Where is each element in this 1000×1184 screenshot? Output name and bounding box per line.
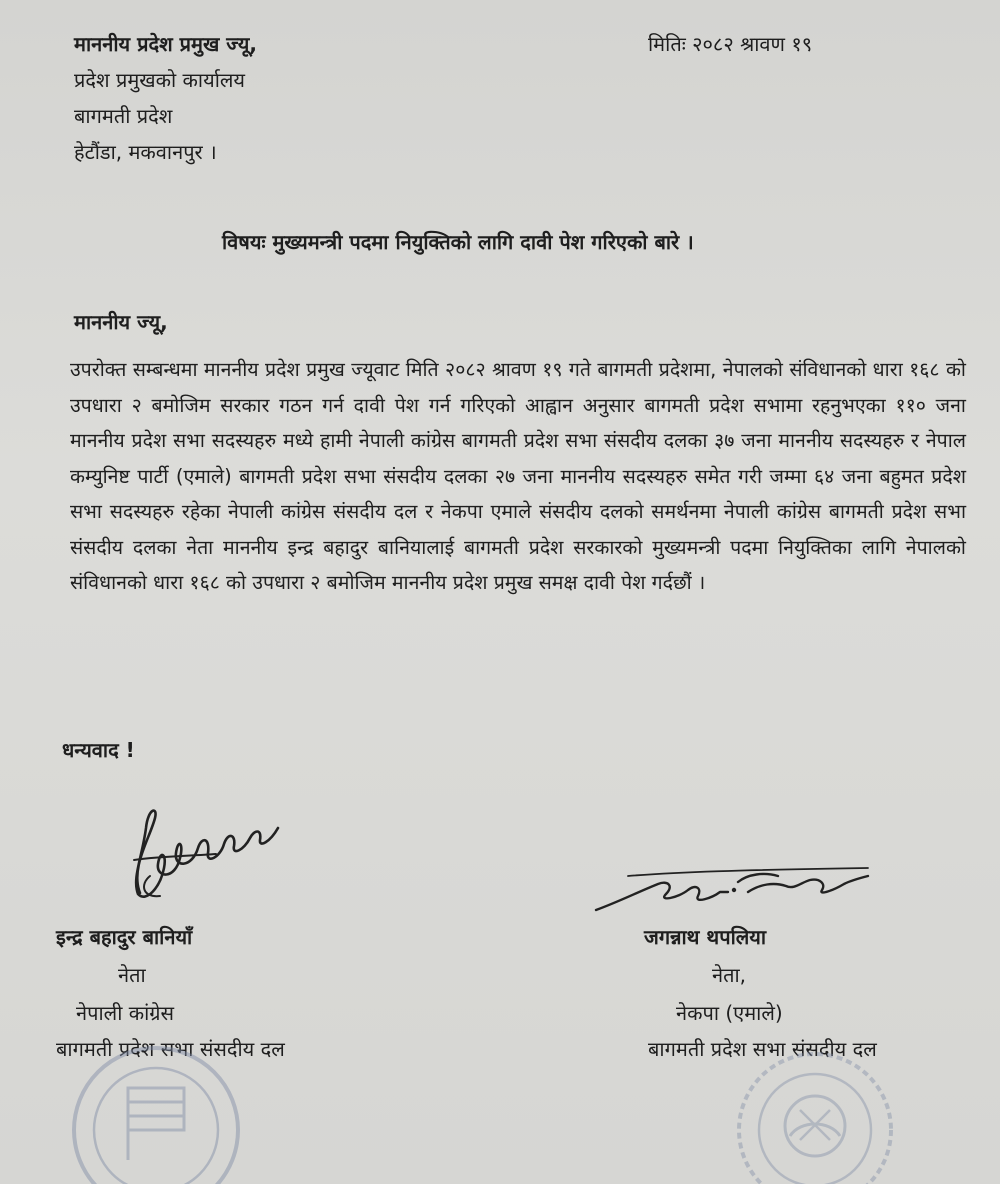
signatory-right-body: बागमती प्रदेश सभा संसदीय दल — [648, 1037, 877, 1061]
letter-subject: विषयः मुख्यमन्त्री पदमा नियुक्तिको लागि दावी पेश गरिएको बारे । — [222, 230, 694, 254]
recipient-office: प्रदेश प्रमुखको कार्यालय — [74, 68, 246, 92]
party-stamp-left-icon — [66, 1040, 246, 1184]
recipient-city: हेटौंडा, मकवानपुर । — [74, 140, 217, 164]
signatory-right-party: नेकपा (एमाले) — [676, 1001, 783, 1025]
closing: धन्यवाद ! — [62, 738, 135, 762]
signatory-left-party: नेपाली कांग्रेस — [76, 1001, 175, 1025]
recipient-province: बागमती प्रदेश — [74, 104, 173, 128]
signatory-left-role: नेता — [118, 963, 146, 987]
recipient-title: माननीय प्रदेश प्रमुख ज्यू, — [74, 32, 257, 56]
signatory-left-name: इन्द्र बहादुर बानियाँ — [56, 925, 193, 949]
signature-left — [120, 798, 300, 908]
salutation: माननीय ज्यू, — [74, 310, 168, 334]
party-stamp-right-icon — [730, 1040, 900, 1184]
signature-right — [588, 862, 878, 922]
signatory-right-role: नेता, — [712, 963, 747, 987]
signatory-right-name: जगन्नाथ थपलिया — [644, 925, 767, 949]
letter-date: मितिः २०८२ श्रावण १९ — [648, 32, 813, 56]
letter-body: उपरोक्त सम्बन्धमा माननीय प्रदेश प्रमुख ज्यूवाट मिति २०८२ श्रावण १९ गते बागमती प्रदेशमा, नेपालको संविधानको धारा १६८ को उपधारा २ बमोजिम सरकार गठन गर्न दावी पेश गर्न गरिएको आह्वान अनुसार बागमती प्रदेश सभामा रहनुभएका ११० जना माननीय प्रदेश सभा सदस्यहरु मध्ये हामी नेपाली कांग्रेस बागमती प्रदेश सभा संसदीय दलका ३७ जना माननीय सदस्यहरु र नेपाल कम्युनिष्ट पार्टी (एमाले) बागमती प्रदेश सभा संसदीय दलका २७ जना माननीय सदस्यहरु समेत गरी जम्मा ६४ जना बहुमत प्रदेश सभा सदस्यहरु रहेका नेपाली कांग्रेस संसदीय दल र नेकपा एमाले संसदीय दलको समर्थनमा नेपाली कांग्रेस बागमती प्रदेश सभा संसदीय दलका नेता माननीय इन्द्र बहादुर बानियालाई बागमती प्रदेश सरकारको मुख्यमन्त्री पदमा नियुक्तिका लागि नेपालको संविधानको धारा १६८ को उपधारा २ बमोजिम माननीय प्रदेश प्रमुख समक्ष दावी पेश गर्दछौं । — [70, 358, 966, 594]
signatory-left-body: बागमती प्रदेश सभा संसदीय दल — [56, 1037, 285, 1061]
